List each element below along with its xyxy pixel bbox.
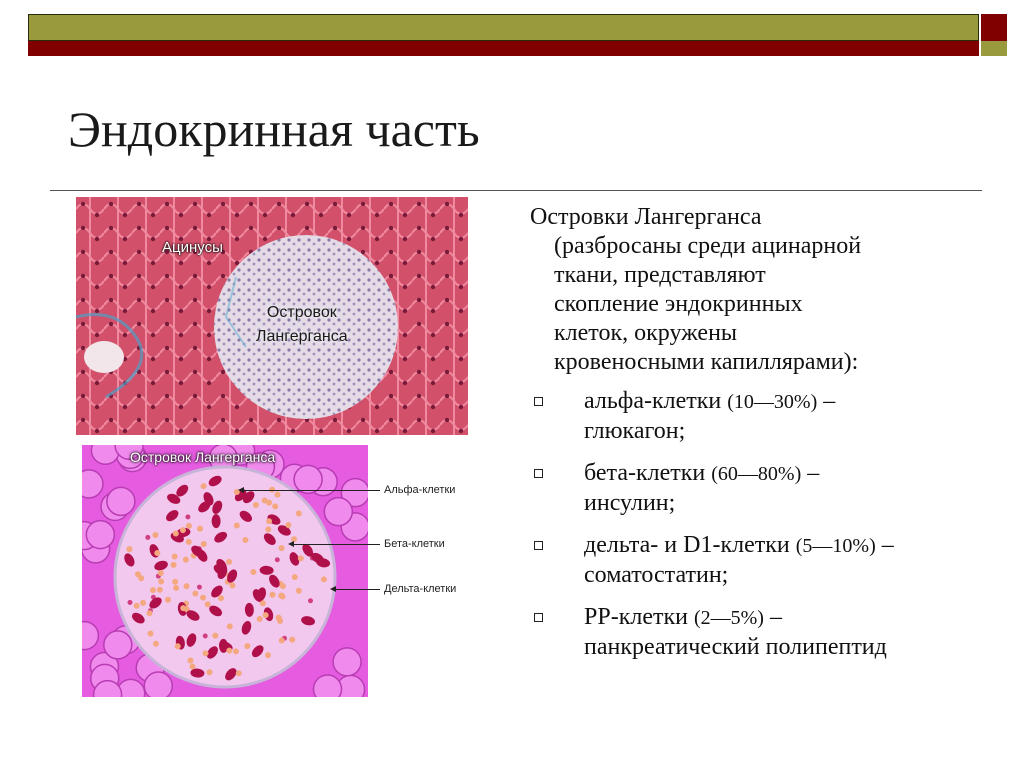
- list-item: [530, 459, 1000, 518]
- acinar-cell: [144, 672, 172, 697]
- cell-percent: (10—30%): [727, 391, 818, 413]
- body-text: [530, 203, 1000, 675]
- callout-beta-cells: Бета-клетки: [384, 538, 445, 550]
- header-bar-olive: [28, 14, 979, 41]
- dash: –: [763, 604, 782, 630]
- cell-name: альфа-клетки: [584, 388, 722, 414]
- cell-name: бета-клетки: [584, 460, 706, 486]
- intro-line: скопление эндокринных: [554, 291, 803, 317]
- intro-line: ткани, представляют: [554, 262, 766, 288]
- leader-alpha: [244, 490, 380, 491]
- hormone: инсулин;: [584, 490, 676, 516]
- cell-percent: (60—80%): [711, 463, 802, 485]
- dash: –: [875, 532, 894, 558]
- header-square-maroon: [981, 14, 1007, 41]
- title-divider: [50, 190, 982, 191]
- slide-title: Эндокринная часть: [68, 101, 480, 157]
- acinar-cell: [82, 470, 103, 498]
- list-item: [530, 531, 1000, 590]
- label-islet-bottom: Островок Лангерганса: [130, 449, 276, 465]
- intro-paragraph: [530, 203, 1000, 377]
- schematic-islet-art: [82, 445, 368, 697]
- label-islet-top-line1: Островок: [266, 304, 337, 321]
- cell-name: дельта- и D1-клетки: [584, 532, 790, 558]
- header-square-olive: [981, 41, 1007, 56]
- acinar-cell: [107, 487, 135, 515]
- acinar-cell: [104, 631, 132, 659]
- header-bar-maroon: [28, 41, 979, 56]
- cell-name: PP-клетки: [584, 604, 688, 630]
- intro-line: клеток, окружены: [554, 320, 738, 346]
- label-acini: Ацинусы: [162, 239, 223, 256]
- cell-percent: (5—10%): [795, 535, 876, 557]
- cell-percent: (2—5%): [693, 607, 764, 629]
- label-islet-top: [256, 301, 348, 349]
- intro-line: кровеносными капиллярами):: [554, 349, 859, 375]
- label-islet-top-line2: Лангерганса: [256, 328, 348, 345]
- square-bullet-icon: [534, 613, 543, 622]
- acinar-cell: [333, 648, 361, 676]
- cell-type-list: [530, 387, 1000, 662]
- dash: –: [801, 460, 820, 486]
- square-bullet-icon: [534, 541, 543, 550]
- acinar-cell: [313, 675, 341, 697]
- intro-line: Островки Лангерганса: [530, 204, 762, 230]
- hormone: глюкагон;: [584, 418, 686, 444]
- leader-delta: [336, 589, 380, 590]
- beta-cell-nucleus: [274, 492, 280, 498]
- leader-beta: [294, 544, 380, 545]
- callout-delta-cells: Дельта-клетки: [384, 583, 457, 595]
- callout-alpha-cells: Альфа-клетки: [384, 484, 456, 496]
- intro-line: (разбросаны среди ацинарной: [554, 233, 862, 259]
- hormone: панкреатический полипептид: [584, 634, 887, 660]
- micrograph-acini-islet: [76, 197, 468, 435]
- acinar-cell: [324, 498, 352, 526]
- schematic-islet: [82, 445, 368, 697]
- acinar-cell: [86, 521, 114, 549]
- square-bullet-icon: [534, 397, 543, 406]
- dash: –: [817, 388, 836, 414]
- square-bullet-icon: [534, 469, 543, 478]
- list-item: [530, 387, 1000, 446]
- list-item: [530, 603, 1000, 662]
- hormone: соматостатин;: [584, 562, 729, 588]
